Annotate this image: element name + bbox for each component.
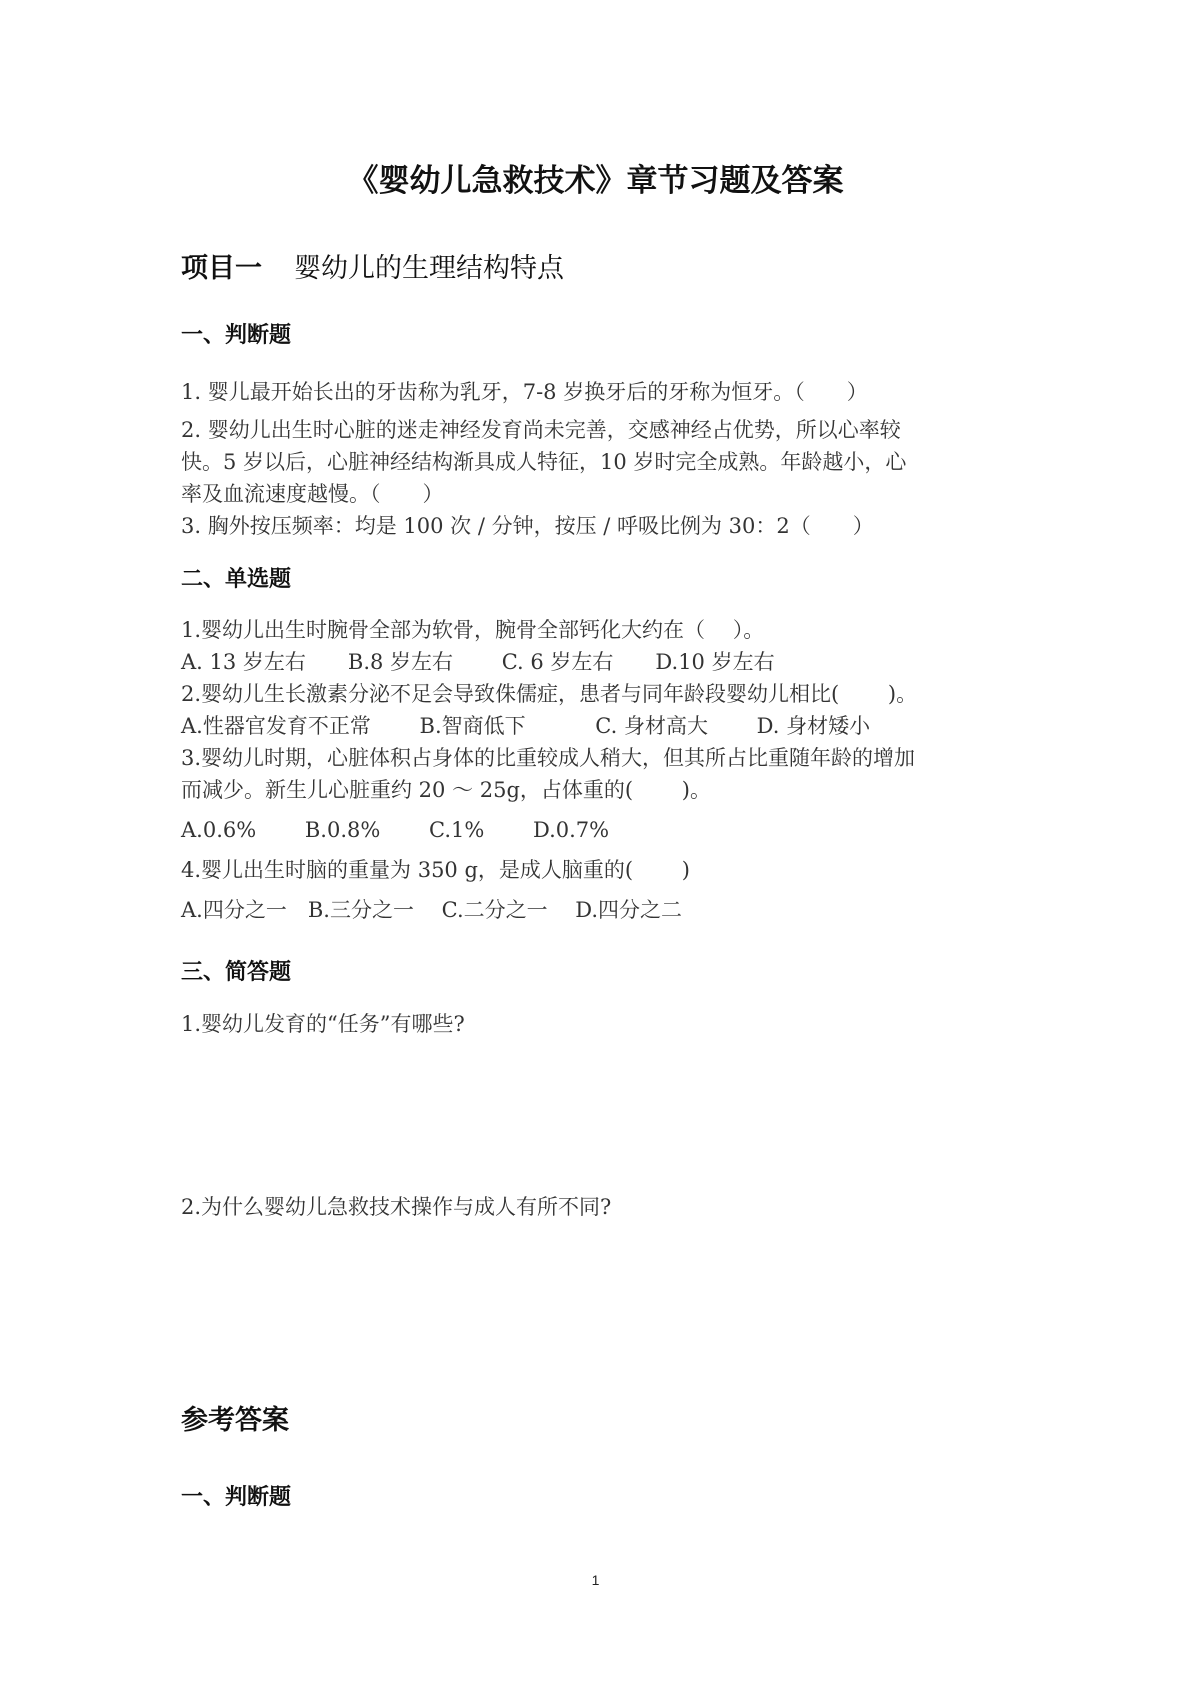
page-number: 1 — [591, 1572, 600, 1588]
document-title: 《婴幼儿急救技术》章节习题及答案 — [347, 163, 844, 199]
judge-question-3: 3. 胸外按压频率：均是 100 次 / 分钟，按压 / 呼吸比例为 30：2（ ） — [181, 514, 874, 538]
project-name: 婴幼儿的生理结构特点 — [294, 253, 564, 284]
answers-heading: 参考答案 — [181, 1405, 289, 1436]
single-question-2-options: A.性器官发育不正常 B.智商低下 C. 身材高大 D. 身材矮小 — [181, 714, 871, 738]
judge-question-2-line-2: 快。5 岁以后，心脏神经结构渐具成人特征，10 岁时完全成熟。年龄越小，心 — [181, 450, 907, 474]
single-question-4-options: A.四分之一 B.三分之一 C.二分之一 D.四分之二 — [181, 898, 683, 922]
answers-judge-heading: 一、判断题 — [181, 1485, 292, 1510]
single-question-3-line-2: 而减少。新生儿心脏重约 20 ～ 25g，占体重的( )。 — [181, 778, 711, 802]
single-question-1: 1.婴幼儿出生时腕骨全部为软骨，腕骨全部钙化大约在（ ）。 — [181, 618, 765, 642]
section-judge-heading: 一、判断题 — [181, 323, 292, 348]
single-question-2: 2.婴幼儿生长激素分泌不足会导致侏儒症，患者与同年龄段婴幼儿相比( )。 — [181, 682, 918, 706]
single-question-3-line-1: 3.婴幼儿时期，心脏体积占身体的比重较成人稍大，但其所占比重随年龄的增加 — [181, 746, 916, 770]
judge-question-2-line-3: 率及血流速度越慢。（ ） — [181, 482, 444, 506]
judge-question-1: 1. 婴儿最开始长出的牙齿称为乳牙，7-8 岁换牙后的牙称为恒牙。（ ） — [181, 380, 868, 404]
project-number: 项目一 — [181, 253, 262, 284]
judge-question-2-line-1: 2. 婴幼儿出生时心脏的迷走神经发育尚未完善，交感神经占优势，所以心率较 — [181, 418, 901, 442]
single-question-4: 4.婴儿出生时脑的重量为 350 g，是成人脑重的( ) — [181, 858, 690, 882]
section-single-heading: 二、单选题 — [181, 567, 292, 592]
project-heading — [181, 246, 564, 285]
short-question-1: 1.婴幼儿发育的“任务”有哪些? — [181, 1012, 465, 1036]
single-question-3-options: A.0.6% B.0.8% C.1% D.0.7% — [181, 818, 610, 842]
section-short-heading: 三、简答题 — [181, 960, 292, 985]
single-question-1-options: A. 13 岁左右 B.8 岁左右 C. 6 岁左右 D.10 岁左右 — [181, 650, 775, 674]
short-question-2: 2.为什么婴幼儿急救技术操作与成人有所不同? — [181, 1195, 612, 1219]
